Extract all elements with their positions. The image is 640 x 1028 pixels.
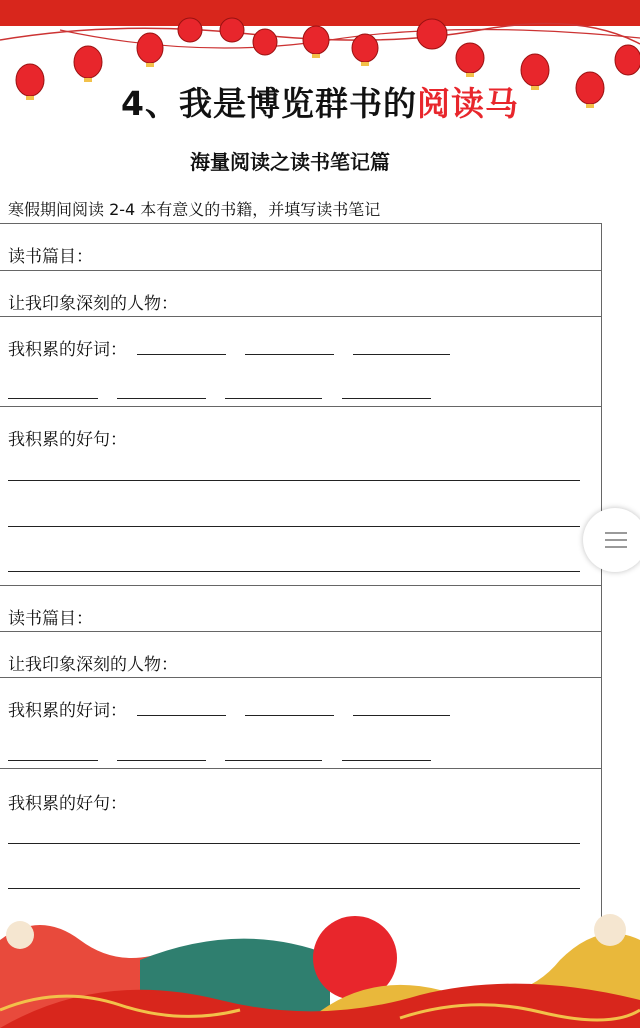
character-label: 让我印象深刻的人物：	[8, 294, 178, 314]
character-label: 让我印象深刻的人物：	[8, 655, 178, 675]
word-blank[interactable]	[245, 715, 334, 716]
good-words-row	[0, 317, 602, 407]
section-subtitle: 海量阅读之读书笔记篇	[190, 150, 390, 174]
festive-wave-footer	[0, 900, 640, 1028]
menu-icon	[605, 546, 627, 548]
word-blank[interactable]	[225, 760, 322, 761]
word-blank[interactable]	[245, 354, 334, 355]
sentence-line[interactable]	[8, 571, 580, 572]
word-blank[interactable]	[137, 354, 226, 355]
word-blank[interactable]	[342, 760, 431, 761]
book-title-label: 读书篇目：	[8, 609, 93, 629]
book-title-row	[0, 586, 602, 632]
book-title-label: 读书篇目：	[8, 247, 93, 267]
word-blank[interactable]	[137, 715, 226, 716]
sentence-line[interactable]	[8, 526, 580, 527]
word-blank[interactable]	[353, 354, 450, 355]
word-blank[interactable]	[342, 398, 431, 399]
good-sentences-label: 我积累的好句：	[8, 430, 127, 450]
good-words-label: 我积累的好词：	[8, 340, 127, 360]
word-blank[interactable]	[225, 398, 322, 399]
sentence-line[interactable]	[8, 843, 580, 844]
instruction-text: 寒假期间阅读 2-4 本有意义的书籍，并填写读书笔记	[8, 200, 381, 219]
word-blank[interactable]	[8, 760, 98, 761]
word-blank[interactable]	[8, 398, 98, 399]
book-title-row	[0, 224, 602, 271]
sentence-line[interactable]	[8, 888, 580, 889]
good-sentences-row	[0, 407, 602, 586]
sentence-line[interactable]	[8, 480, 580, 481]
reading-notes-form	[0, 223, 602, 929]
good-sentences-label: 我积累的好句：	[8, 794, 127, 814]
character-row	[0, 271, 602, 317]
page-title	[0, 78, 640, 125]
title-highlight: 阅读马	[416, 84, 519, 123]
good-words-row	[0, 678, 602, 769]
menu-icon	[605, 539, 627, 541]
character-row	[0, 632, 602, 678]
word-blank[interactable]	[117, 398, 206, 399]
menu-button[interactable]	[583, 508, 640, 572]
word-blank[interactable]	[117, 760, 206, 761]
word-blank[interactable]	[353, 715, 450, 716]
good-words-label: 我积累的好词：	[8, 701, 127, 721]
menu-icon	[605, 532, 627, 534]
title-prefix: 4、我是博览群书的	[121, 84, 417, 123]
